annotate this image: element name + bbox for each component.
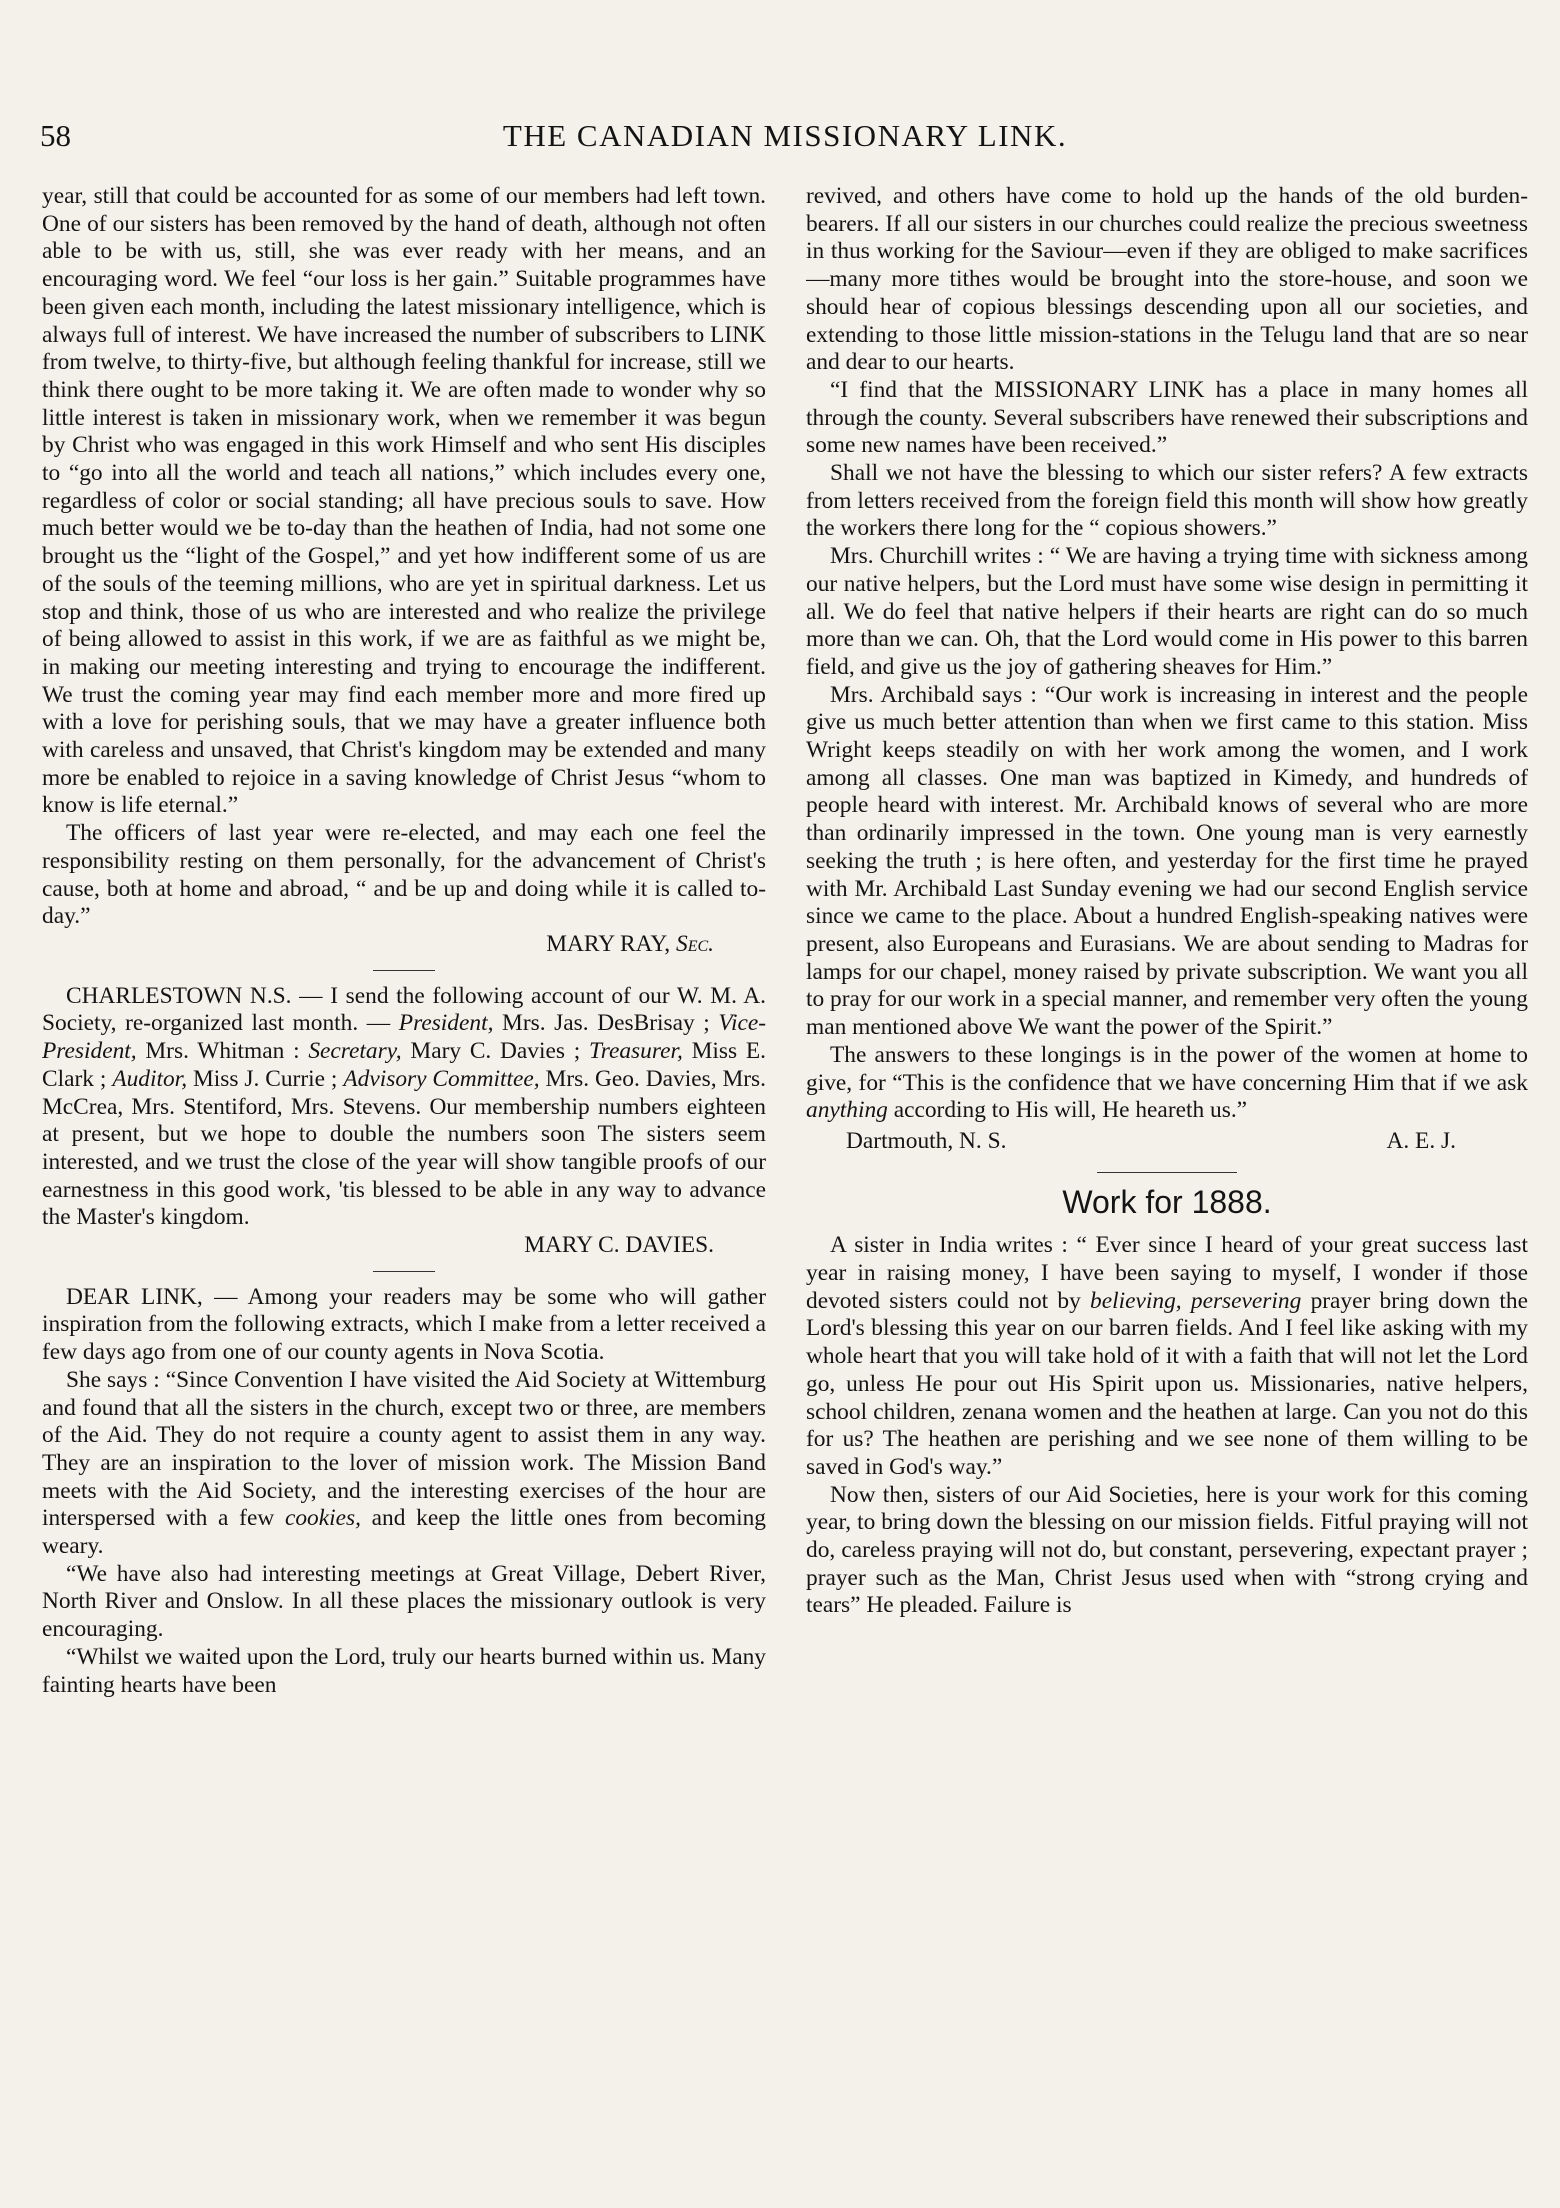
charlestown-place: CHARLESTOWN N.S. — [66, 982, 292, 1009]
dateline-initials: A. E. J. — [1386, 1127, 1456, 1154]
page-header — [40, 118, 1530, 168]
section-title: Work for 1888. — [1062, 1183, 1272, 1220]
sister-india-paragraph: A sister in India writes : “ Ever since I heard of your great success last year in raising money, I have been saying to myself, I wonder if those devoted sisters could not by believing, persevering prayer bring down the Lord's blessing this year on our barren fields. And I feel like asking with my whole heart that you will take hold of it with a faith that will not let the Lord go, unless He pour out His Spirit upon us. Missionaries, native helpers, school children, zenana women and the heathen at large. Can you not do this for us? The heathen are perishing and we see none of them willing to be saved in God's way.” — [806, 1232, 1528, 1480]
separator-rule — [1097, 1172, 1237, 1173]
dateline — [806, 1128, 1528, 1156]
dear-link-letter: DEAR LINK, — Among your readers may be some who will gather inspiration from the following extracts, which I make from a letter received a few days ago from one of our county agents in Nova Scotia. — [42, 1283, 766, 1366]
whilst-paragraph: “Whilst we waited upon the Lord, truly our hearts burned within us. Many fainting hearts have been — [42, 1643, 766, 1698]
now-then-paragraph: Now then, sisters of our Aid Societies, here is your work for this coming year, to bring down the blessing on our mission fields. Fitful praying will not do, careless praying will not do, but constant, persevering, expectant prayer ; prayer such as the Man, Christ Jesus used when with “strong crying and tears” He pleaded. Failure is — [806, 1481, 1528, 1619]
officers-paragraph: The officers of last year were re-elected, and may each one feel the responsibility resting on them personally, for the advancement of Christ's cause, both at home and abroad, “ and be up and doing while it is called to-day.” — [42, 820, 766, 930]
signature-role: Sec. — [676, 930, 714, 957]
society-report-paragraph: year, still that could be accounted for as some of our members had left town. One of our sisters has been removed by the hand of death, although not often able to be with us, still, she was ever ready with her means, and an encouraging word. We feel “our loss is her gain.” Suitable programmes have been given each month, including the latest missionary intelligence, which is always full of interest. We have increased the number of subscribers to LINK from twelve, to thirty-five, but although feeling thankful for increase, still we think there ought to be more taking it. We are often made to wonder why so little interest is taken in missionary work, when we remember it was begun by Christ who was engaged in this work Himself and who sent His disciples to “go into all the world and teach all nations,” which includes every one, regardless of color or social standing; all have precious souls to save. How much better would we be to-day than the heathen of India, had not some one brought us the “light of the Gospel,” and yet how indifferent some of us are of the souls of the teeming millions, who are yet in spiritual darkness. Let us stop and think, those of us who are interested and who realize the privilege of being allowed to assist in this work, if we are as faithful as we might be, in making our meeting interesting and trying to encourage the indifferent. We trust the coming year may find each member more and more fired up with a love for perishing souls, that we may have a greater influence both with careless and unsaved, that Christ's kingdom may be extended and many more be enabled to rejoice in a saving knowledge of Christ Jesus “whom to know is life eternal.” — [42, 183, 766, 819]
link-homes-paragraph: “I find that the MISSIONARY LINK has a place in many homes all through the county. Several subscribers have renewed their subscriptions and some new names have been received.” — [806, 376, 1528, 459]
charlestown-report: CHARLESTOWN N.S. — I send the following account of our W. M. A. Society, re-organized last month. — President, Mrs. Jas. DesBrisay ; Vice-President, Mrs. Whitman : Secretary, Mary C. Davies ; Treasurer, Miss E. Clark ; Auditor, Miss J. Currie ; Advisory Committee, Mrs. Geo. Davies, Mrs. McCrea, Mrs. Stentiford, Mrs. Stevens. Our membership numbers eighteen at present, but we hope to double the numbers soon The sisters seem interested, and we trust the close of the year will show tangible proofs of our earnestness in this good work, 'tis blessed to be able in any way to advance the Master's kingdom. — [42, 982, 766, 1231]
signature-name: MARY RAY, — [546, 930, 671, 957]
page-number: 58 — [40, 118, 71, 153]
letter-salutation: DEAR LINK, — [66, 1283, 203, 1310]
revived-paragraph: revived, and others have come to hold up the hands of the old burden-bearers. If all our sisters in our churches could realize the precious sweetness in thus working for the Saviour—even if they are obliged to make sacrifices—many more tithes would be brought into the store-house, and soon we should hear of copious blessings descending upon all our societies, and extending to those little mission-stations in the Telugu land that are so near and dear to our hearts. — [806, 183, 1528, 376]
she-says-paragraph: She says : “Since Convention I have visited the Aid Society at Wittemburg and found that all the sisters in the church, except two or three, are members of the Aid. They do not require a county agent to assist them in any way. They are an inspiration to the lover of mission work. The Mission Band meets with the Aid Society, and the interesting exercises of the hour are interspersed with a few cookies, and keep the little ones from becoming weary. — [42, 1366, 766, 1560]
shall-we-paragraph: Shall we not have the blessing to which our sister refers? A few extracts from letters received from the foreign field this month will show how greatly the workers there long for the “ copious showers.” — [806, 460, 1528, 542]
report-signature — [42, 931, 766, 959]
meetings-paragraph: “We have also had interesting meetings at Great Village, Debert River, North River and Onslow. In all these places the missionary outlook is very encouraging. — [42, 1560, 766, 1643]
separator-rule — [373, 1271, 435, 1272]
publication-title: THE CANADIAN MISSIONARY LINK. — [502, 118, 1068, 153]
archibald-paragraph: Mrs. Archibald says : “Our work is increasing in interest and the people give us much better attention than when we first came to this station. Miss Wright keeps steadily on with her work among the women, and I work among all classes. One man was baptized in Kimedy, and hundreds of people heard with interest. Mr. Archibald knows of several who are more than ordinarily impressed in the town. One young man is very earnestly seeking the truth ; is here often, and yesterday for the first time he prayed with Mr. Archibald Last Sunday evening we had our second English service since we came to the place. About a hundred English-speaking natives were present, also Europeans and Eurasians. We are about sending to Madras for lamps for our chapel, money raised by private subscription. We want you all to pray for our work in a special manner, and remember very often the young man mentioned above We want the power of the Spirit.” — [806, 681, 1528, 1041]
charlestown-signature: MARY C. DAVIES. — [524, 1232, 714, 1259]
right-column — [806, 183, 1528, 2198]
churchill-paragraph: Mrs. Churchill writes : “ We are having a trying time with sickness among our native helpers, but the Lord must have some wise design in permitting it all. We do feel that native helpers if their hearts are right can do so much more than we can. Oh, that the Lord would come in His power to this barren field, and give us the joy of gathering sheaves for Him.” — [806, 543, 1528, 680]
answers-paragraph: The answers to these longings is in the power of the women at home to give, for “This is the confidence that we have concerning Him that if we ask anything according to His will, He heareth us.” — [806, 1041, 1528, 1124]
separator-rule — [373, 970, 435, 971]
left-column — [42, 183, 766, 2198]
dateline-place: Dartmouth, N. S. — [846, 1127, 1007, 1154]
